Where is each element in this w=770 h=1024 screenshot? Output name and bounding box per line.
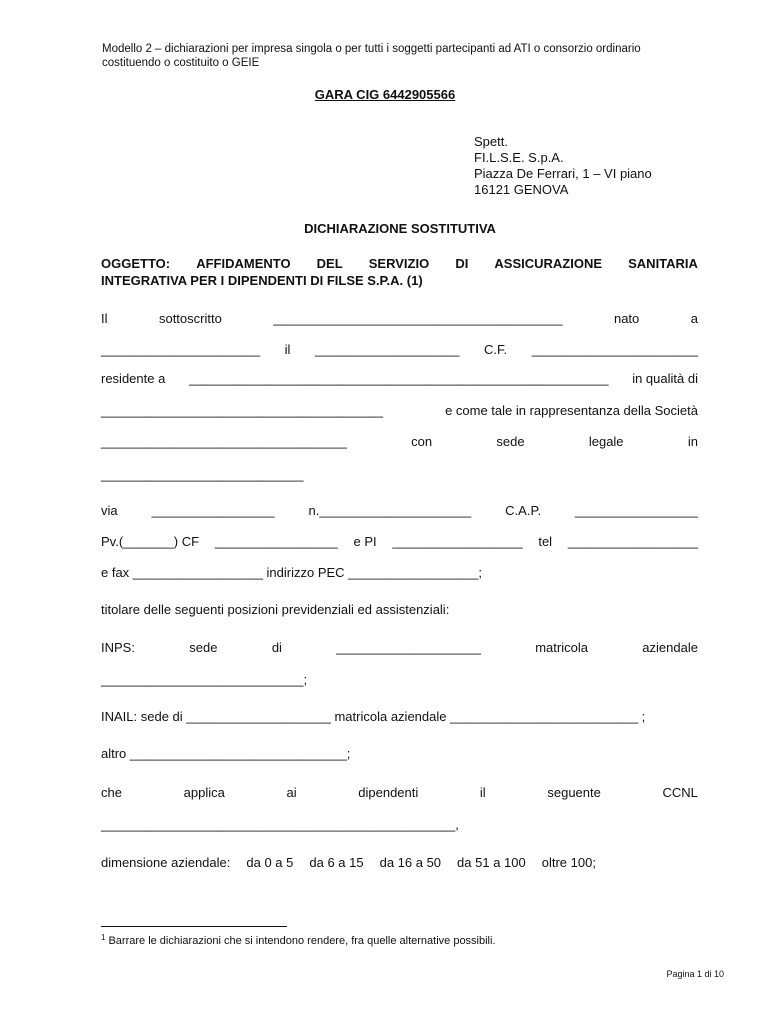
form-line-birth	[101, 342, 698, 357]
size-option-0-5[interactable]: da 0 a 5	[246, 855, 294, 870]
footnote-divider	[101, 926, 287, 927]
label-via: via	[101, 503, 118, 518]
label-sede: sede	[496, 434, 525, 449]
blank-birthplace-field[interactable]: ______________________	[101, 342, 261, 357]
form-line-fax-pec	[101, 565, 698, 580]
inail-fields[interactable]: INAIL: sede di ____________________ matricola aziendale __________________________ ;	[101, 709, 646, 724]
label-pv-cf[interactable]: Pv.(_______) CF	[101, 534, 200, 549]
label-cap: C.A.P.	[505, 503, 542, 518]
label-inps-sede: sede	[189, 640, 218, 655]
form-line-address	[101, 503, 698, 518]
ccnl-word: che	[101, 785, 122, 800]
label-il-date: il	[284, 342, 291, 357]
label-pi: e PI	[353, 534, 377, 549]
subject-line-2	[101, 273, 698, 288]
form-line-inps	[101, 640, 698, 655]
blank-cap-field[interactable]: _________________	[575, 503, 698, 518]
recipient-address	[474, 134, 652, 198]
fax-pec-fields[interactable]: e fax __________________ indirizzo PEC __________________;	[101, 565, 482, 580]
size-option-16-50[interactable]: da 16 a 50	[379, 855, 442, 870]
label-il: Il	[101, 311, 108, 326]
form-line-role	[101, 403, 698, 418]
label-qualita: in qualità di	[632, 371, 698, 386]
label-cf: C.F.	[484, 342, 508, 357]
form-line-fiscal	[101, 534, 698, 549]
subject-line-1	[101, 256, 698, 271]
ccnl-word: CCNL	[662, 785, 698, 800]
footnote-mark: 1	[101, 933, 106, 942]
blank-cf-field[interactable]: _______________________	[531, 342, 698, 357]
recipient-line: Spett.	[474, 134, 508, 149]
blank-ccnl-field[interactable]: _________________________________________________,	[101, 817, 459, 832]
blank-name-field[interactable]: ________________________________________	[273, 311, 563, 326]
label-inps: INPS:	[101, 640, 135, 655]
blank-pi-field[interactable]: __________________	[392, 534, 523, 549]
recipient-line: Piazza De Ferrari, 1 – VI piano	[474, 166, 652, 181]
blank-inps-sede-field[interactable]: ____________________	[336, 640, 481, 655]
form-line-ccnl-blank	[101, 817, 698, 832]
label-a: a	[690, 311, 698, 326]
blank-street-field[interactable]: _________________	[151, 503, 275, 518]
declaration-heading: DICHIARAZIONE SOSTITUTIVA	[304, 221, 496, 236]
label-tel: tel	[538, 534, 553, 549]
subject-word: AFFIDAMENTO	[196, 256, 291, 271]
blank-company-field[interactable]: __________________________________	[101, 434, 347, 449]
label-con: con	[411, 434, 433, 449]
subject-word: SANITARIA	[628, 256, 698, 271]
label-matricola: matricola	[535, 640, 588, 655]
subject-word: DEL	[316, 256, 343, 271]
altro-field[interactable]: altro ______________________________;	[101, 746, 351, 761]
recipient-line: FI.L.S.E. S.p.A.	[474, 150, 564, 165]
form-line-ccnl	[101, 785, 698, 800]
label-sottoscritto: sottoscritto	[158, 311, 222, 326]
form-line-inail	[101, 709, 698, 724]
label-residente: residente a	[101, 371, 166, 386]
blank-tel-field[interactable]: __________________	[567, 534, 698, 549]
ccnl-word: seguente	[547, 785, 601, 800]
subject-text: INTEGRATIVA PER I DIPENDENTI DI FILSE S.P.A. (1)	[101, 273, 423, 288]
form-line-residence	[101, 371, 698, 386]
positions-intro: titolare delle seguenti posizioni previdenziali ed assistenziali:	[101, 602, 450, 617]
blank-number-field[interactable]: n._____________________	[308, 503, 472, 518]
subject-word: ASSICURAZIONE	[494, 256, 603, 271]
form-line-positions	[101, 602, 698, 617]
size-option-over-100[interactable]: oltre 100;	[541, 855, 596, 870]
label-dimensione: dimensione aziendale:	[101, 855, 231, 870]
form-line-inps-matricola	[101, 672, 698, 687]
blank-company-cf-field[interactable]: _________________	[214, 534, 338, 549]
blank-inps-matricola-field[interactable]: ____________________________;	[101, 672, 308, 687]
recipient-line: 16121 GENOVA	[474, 182, 569, 197]
label-nato: nato	[613, 311, 640, 326]
subject-word: SERVIZIO	[368, 256, 430, 271]
label-legale: legale	[588, 434, 624, 449]
footnote-text: Barrare le dichiarazioni che si intendono rendere, fra quelle alternative possibili.	[108, 935, 496, 947]
page-number: Pagina 1 di 10	[666, 969, 724, 979]
blank-residence-field[interactable]: __________________________________________________________	[189, 371, 609, 386]
size-option-51-100[interactable]: da 51 a 100	[457, 855, 526, 870]
form-line-size	[101, 855, 698, 870]
label-aziendale: aziendale	[642, 640, 698, 655]
subject-word: OGGETTO:	[101, 256, 171, 271]
blank-role-field[interactable]: _______________________________________	[101, 403, 383, 418]
form-line-company	[101, 434, 698, 449]
ccnl-word: il	[479, 785, 486, 800]
size-option-6-15[interactable]: da 6 a 15	[309, 855, 364, 870]
form-line-sottoscritto	[101, 311, 698, 326]
header-note: Modello 2 – dichiarazioni per impresa singola o per tutti i soggetti partecipanti ad ATI o consorzio ordinario costituendo o costituito o GEIE	[102, 43, 641, 69]
blank-seat-field[interactable]: ____________________________	[101, 467, 304, 482]
ccnl-word: dipendenti	[358, 785, 419, 800]
document-title: GARA CIG 6442905566	[314, 87, 456, 102]
form-line-seat	[101, 467, 698, 482]
ccnl-word: ai	[286, 785, 297, 800]
label-inps-di: di	[271, 640, 282, 655]
ccnl-word: applica	[183, 785, 225, 800]
blank-birthdate-field[interactable]: ____________________	[314, 342, 460, 357]
footnote	[101, 935, 496, 947]
label-in: in	[687, 434, 698, 449]
subject-word: DI	[455, 256, 469, 271]
label-rappresentanza: e come tale in rappresentanza della Società	[445, 403, 698, 418]
form-line-altro	[101, 746, 698, 761]
